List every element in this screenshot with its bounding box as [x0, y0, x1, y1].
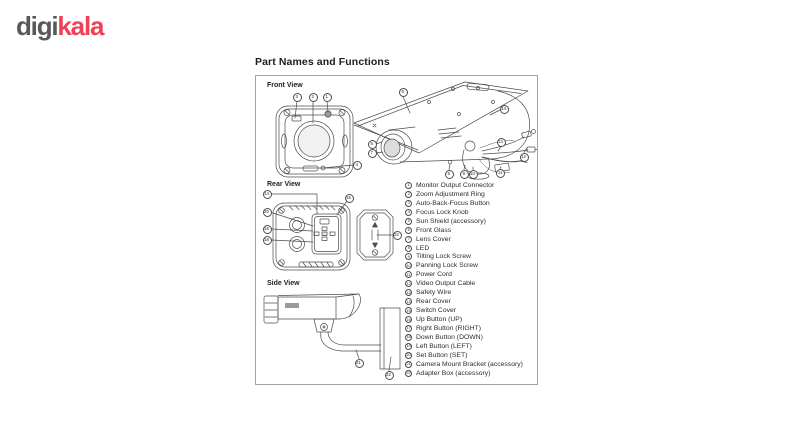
callout-9: 9 [460, 170, 469, 179]
part-row [405, 270, 535, 279]
callout-14: 14 [500, 105, 509, 114]
part-row [405, 253, 535, 262]
callout-15: 15 [345, 194, 354, 203]
part-label: Video Output Cable [416, 280, 476, 288]
callout-3: 3 [293, 93, 302, 102]
part-row [405, 360, 535, 369]
part-label: Tilting Lock Screw [416, 253, 471, 261]
part-number-badge: 1 [405, 182, 412, 189]
part-row [405, 208, 535, 217]
part-number-badge: 22 [406, 370, 411, 376]
part-label: Sun Shield (accessory) [416, 217, 486, 225]
part-row [405, 235, 535, 244]
callout-14: 14 [263, 190, 272, 199]
part-row [405, 369, 535, 378]
part-label: Front Glass [416, 226, 452, 234]
side-view-drawing [264, 294, 400, 371]
part-row [405, 351, 535, 360]
part-label: Lens Cover [416, 235, 451, 243]
part-label: Camera Mount Bracket (accessory) [416, 360, 523, 368]
part-row [405, 333, 535, 342]
logo-text-kala: kala [57, 11, 104, 41]
part-number-badge: 19 [406, 343, 411, 349]
part-number-badge: 5 [405, 218, 412, 225]
part-label: Rear Cover [416, 298, 451, 306]
front-view-label: Front View [267, 82, 303, 89]
parts-list [405, 181, 535, 378]
part-row [405, 324, 535, 333]
digikala-logo [16, 13, 103, 39]
callout-6: 6 [368, 140, 377, 149]
part-number-badge: 10 [406, 263, 411, 268]
part-label: Switch Cover [416, 307, 457, 315]
rear-view-drawing [271, 194, 393, 270]
main-view-drawing [354, 82, 537, 179]
part-number-badge: 3 [405, 200, 412, 207]
part-number-badge: 4 [405, 209, 412, 216]
part-number-badge: 14 [406, 299, 411, 304]
callout-22: 22 [393, 231, 402, 240]
part-label: Down Button (DOWN) [416, 333, 483, 341]
part-label: LED [416, 244, 430, 252]
part-label: Left Button (LEFT) [416, 342, 472, 350]
page-title: Part Names and Functions [255, 56, 390, 68]
part-number-badge: 21 [406, 361, 411, 367]
part-row [405, 342, 535, 351]
part-row [405, 217, 535, 226]
part-label: Power Cord [416, 271, 452, 279]
part-label: Focus Lock Knob [416, 208, 469, 216]
callout-21: 21 [355, 359, 364, 368]
part-label: Auto-Back-Focus Button [416, 199, 490, 207]
part-number-badge: 20 [406, 352, 411, 358]
part-row [405, 181, 535, 190]
part-label: Safety Wire [416, 289, 452, 297]
callout-8: 8 [445, 170, 454, 179]
part-label: Adapter Box (accessory) [416, 369, 491, 377]
callout-16: 16 [263, 225, 272, 234]
part-row [405, 306, 535, 315]
callout-18: 18 [263, 236, 272, 245]
part-label: Set Button (SET) [416, 351, 468, 359]
part-row [405, 315, 535, 324]
part-number-badge: 2 [405, 191, 412, 198]
callout-1: 1 [323, 93, 332, 102]
part-label: Right Button (RIGHT) [416, 324, 481, 332]
callout-20: 20 [263, 208, 272, 217]
callout-7: 7 [368, 149, 377, 158]
part-number-badge: 12 [406, 281, 411, 286]
part-row [405, 190, 535, 199]
part-number-badge: 11 [406, 272, 411, 277]
part-row [405, 244, 535, 253]
part-row [405, 279, 535, 288]
part-row [405, 199, 535, 208]
callout-22: 22 [385, 371, 394, 380]
callout-13: 13 [497, 138, 506, 147]
part-number-badge: 16 [406, 317, 411, 322]
side-view-label: Side View [267, 280, 300, 287]
callout-11: 11 [496, 169, 505, 178]
logo-text-digi: digi [16, 11, 58, 41]
part-number-badge: 17 [406, 326, 411, 331]
callout-12: 12 [520, 153, 529, 162]
part-number-badge: 6 [405, 227, 412, 234]
part-number-badge: 18 [406, 335, 411, 340]
part-label: Panning Lock Screw [416, 262, 478, 270]
part-label: Zoom Adjustment Ring [416, 190, 485, 198]
part-number-badge: 8 [405, 245, 412, 252]
diagram-box [255, 75, 538, 385]
part-label: Up Button (UP) [416, 316, 463, 324]
part-row [405, 297, 535, 306]
part-row [405, 261, 535, 270]
part-label: Monitor Output Connector [416, 181, 495, 189]
part-number-badge: 13 [406, 290, 411, 295]
part-row [405, 226, 535, 235]
front-view-drawing [276, 101, 353, 177]
callout-2: 2 [309, 93, 318, 102]
callout-10: 10 [469, 170, 478, 179]
part-row [405, 288, 535, 297]
part-number-badge: 7 [405, 236, 412, 243]
callout-4: 4 [353, 161, 362, 170]
part-number-badge: 15 [406, 308, 411, 313]
callout-5: 5 [399, 88, 408, 97]
part-number-badge: 9 [405, 253, 412, 260]
rear-view-label: Rear View [267, 181, 301, 188]
